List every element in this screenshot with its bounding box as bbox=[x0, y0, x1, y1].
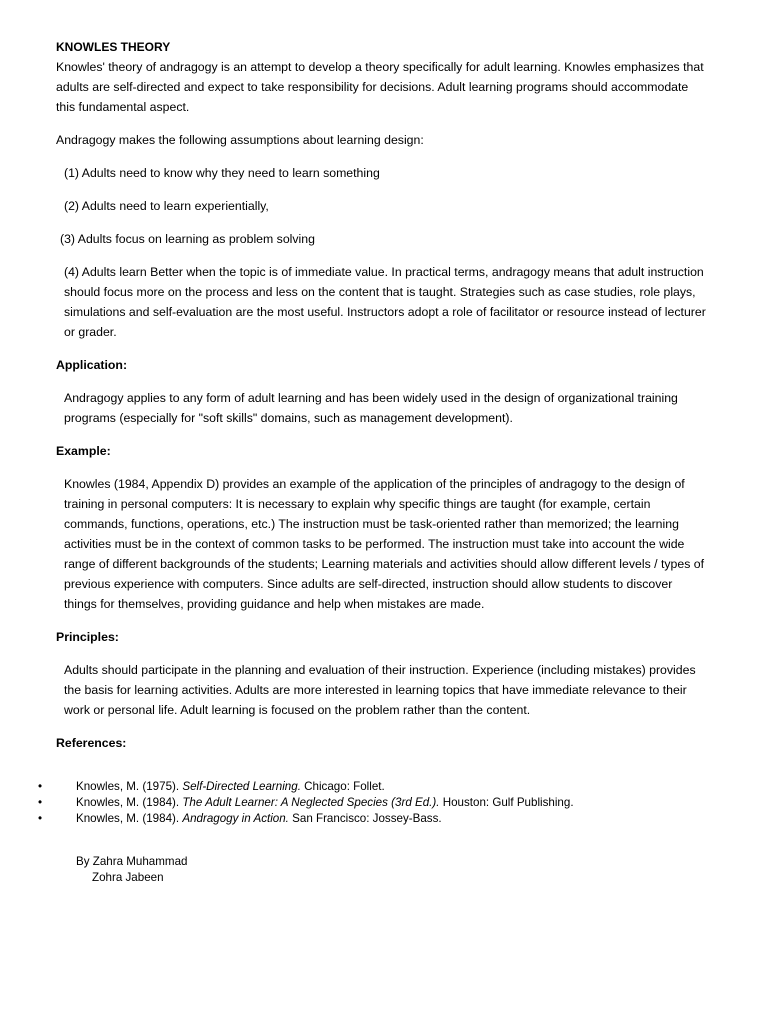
byline-author-1: By Zahra Muhammad bbox=[76, 855, 188, 868]
principles-heading: Principles: bbox=[56, 630, 119, 644]
reference-publisher: San Francisco: Jossey-Bass. bbox=[292, 812, 442, 825]
assumption-item: (3) Adults focus on learning as problem solving bbox=[60, 232, 315, 246]
reference-work: The Adult Learner: A Neglected Species (3rd Ed.). bbox=[182, 796, 440, 809]
references-list bbox=[32, 779, 712, 827]
assumptions-lead: Andragogy makes the following assumptions about learning design: bbox=[56, 133, 424, 147]
byline bbox=[76, 854, 187, 886]
reference-author: Knowles, M. (1984). bbox=[76, 812, 180, 825]
reference-item bbox=[32, 811, 712, 827]
assumption-item: (2) Adults need to learn experientially, bbox=[64, 199, 269, 213]
reference-publisher: Houston: Gulf Publishing. bbox=[442, 796, 574, 809]
application-paragraph: Andragogy applies to any form of adult learning and has been widely used in the design of organizational training programs (especially for "soft skills" domains, such as management development). bbox=[64, 391, 678, 425]
assumption-item: (4) Adults learn Better when the topic is of immediate value. In practical terms, andragogy means that adult instruction should focus more on the process and less on the content that is taught. Strategies such as case studies, role plays, simulations and self-evaluation are the most useful. Instructors adopt a role of facilitator or resource instead of lecturer or grader. bbox=[64, 265, 706, 339]
reference-author: Knowles, M. (1975). bbox=[76, 780, 180, 793]
intro-paragraph: Knowles' theory of andragogy is an attempt to develop a theory specifically for adult learning. Knowles emphasizes that adults are self-directed and expect to take responsibility for decisions. Adult learning programs should accommodate this fundamental aspect. bbox=[56, 60, 704, 114]
references-heading: References: bbox=[56, 736, 127, 750]
reference-author: Knowles, M. (1984). bbox=[76, 796, 180, 809]
document-body bbox=[56, 37, 706, 753]
reference-publisher: Chicago: Follet. bbox=[304, 780, 385, 793]
principles-paragraph: Adults should participate in the planning and evaluation of their instruction. Experience (including mistakes) provides the basis for learning activities. Adults are more interested in learning topics that have immediate relevance to their work or personal life. Adult learning is focused on the problem rather than the content. bbox=[64, 663, 696, 717]
reference-work: Andragogy in Action. bbox=[182, 812, 289, 825]
byline-author-2: Zohra Jabeen bbox=[92, 871, 164, 884]
example-paragraph: Knowles (1984, Appendix D) provides an example of the application of the principles of andragogy to the design of training in personal computers: It is necessary to explain why specific things are taught (for example, certain commands, functions, operations, etc.) The instruction must be task-oriented rather than memorized; the learning activities must be in the context of common tasks to be performed. The instruction must take into account the wide range of different backgrounds of the students; Learning materials and activities should allow different levels / types of previous experience with computers. Since adults are self-directed, instruction should allow students to discover things for themselves, providing guidance and help when mistakes are made. bbox=[64, 477, 705, 611]
reference-item bbox=[32, 779, 712, 795]
reference-work: Self-Directed Learning. bbox=[182, 780, 301, 793]
document-title: KNOWLES THEORY bbox=[56, 40, 171, 54]
assumption-item: (1) Adults need to know why they need to learn something bbox=[64, 166, 380, 180]
example-heading: Example: bbox=[56, 444, 111, 458]
application-heading: Application: bbox=[56, 358, 128, 372]
reference-item bbox=[32, 795, 712, 811]
